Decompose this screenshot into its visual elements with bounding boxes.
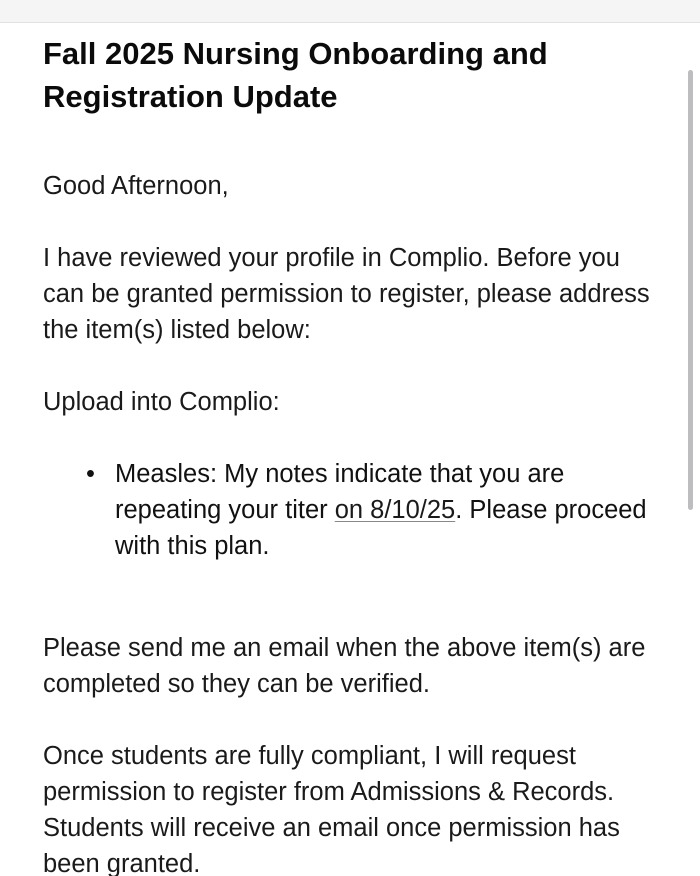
email-closing-paragraph: Once students are fully compliant, I will request permission to register from Admissions & Records. Students will receive an email once permission has been granted. [43,742,620,876]
list-item [86,456,663,564]
date-link[interactable]: on 8/10/25 [334,496,456,524]
email-body [43,32,663,876]
email-greeting: Good Afternoon, [43,172,229,200]
upload-heading: Upload into Complio: [43,388,280,416]
bullet-icon: • [86,460,95,488]
email-intro-paragraph: I have reviewed your profile in Complio. Before you can be granted permission to register, please address the item(s) listed below: [43,244,650,344]
required-items-list [43,456,663,564]
item-text-after: . Please proceed with this plan. [115,496,647,560]
item-text-before: Measles: My notes indicate that you are repeating your titer [115,460,565,524]
email-subject: Fall 2025 Nursing Onboarding and Registration Update [43,36,548,114]
email-followup-paragraph: Please send me an email when the above item(s) are completed so they can be verified. [43,634,646,698]
top-toolbar-strip [0,0,700,23]
scrollbar[interactable] [688,70,693,510]
